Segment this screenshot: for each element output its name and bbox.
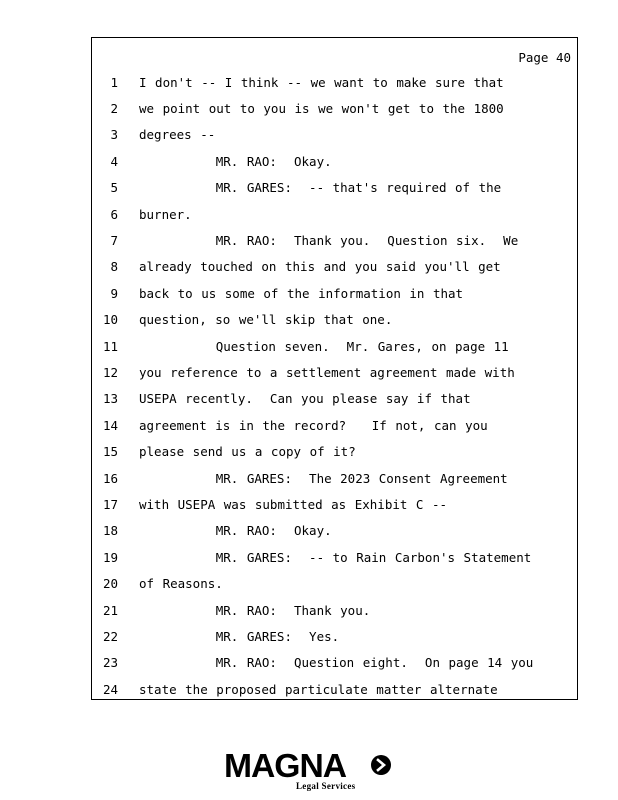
line-number: 8 [110,259,118,275]
transcript-line [92,518,577,544]
line-text: burner. [139,206,192,222]
logo-wordmark: MAGNA [224,747,347,784]
line-number: 15 [102,444,118,460]
line-text: I don't -- I think -- we want to make sure that [139,74,504,90]
transcript-line [92,438,577,464]
line-text: MR. GARES: -- that's required of the [139,180,502,196]
line-text: MR. RAO: Question eight. On page 14 you [139,655,534,671]
line-number: 12 [102,364,118,380]
line-number: 23 [102,655,118,671]
line-text: state the proposed particulate matter alternate [139,681,498,697]
line-text: degrees -- [139,127,216,143]
line-text: with USEPA was submitted as Exhibit C -- [139,496,448,512]
line-text: MR. RAO: Okay. [139,523,332,539]
transcript-line [92,359,577,385]
transcript-line [92,280,577,306]
transcript-line [92,307,577,333]
line-number: 1 [110,74,118,90]
line-text: we point out to you is we won't get to the 1800 [139,101,504,117]
magna-logo [224,748,396,792]
line-text: MR. GARES: Yes. [139,628,340,644]
line-text: MR. RAO: Thank you. [139,602,371,618]
line-number: 10 [102,312,118,328]
line-number: 9 [110,285,118,301]
transcript-line [92,254,577,280]
logo-tagline: Legal Services [296,781,356,791]
line-number: 18 [102,523,118,539]
line-number: 4 [110,153,118,169]
transcript-line [92,69,577,95]
line-number: 7 [110,233,118,249]
transcript-line [92,175,577,201]
transcript-line [92,465,577,491]
line-text: agreement is in the record? If not, can you [139,417,488,433]
line-number: 3 [110,127,118,143]
transcript-line [92,412,577,438]
line-number: 14 [102,417,118,433]
line-number: 24 [102,681,118,697]
line-number: 21 [102,602,118,618]
line-number: 20 [102,576,118,592]
transcript-line [92,491,577,517]
transcript-line [92,544,577,570]
transcript-line [92,676,577,702]
line-text: already touched on this and you said you'll get [139,259,501,275]
line-number: 19 [102,549,118,565]
transcript-line [92,333,577,359]
line-text: please send us a copy of it? [139,444,356,460]
page-number: Page 40 [518,50,571,65]
line-text: you reference to a settlement agreement made with [139,364,515,380]
chevron-right-circle-icon [370,754,392,776]
line-text: USEPA recently. Can you please say if that [139,391,471,407]
line-text: MR. RAO: Okay. [139,153,332,169]
transcript-line [92,148,577,174]
line-number: 11 [102,338,118,354]
line-text: of Reasons. [139,576,223,592]
transcript-line [92,227,577,253]
line-text: Question seven. Mr. Gares, on page 11 [139,338,509,354]
transcript-lines [92,69,577,702]
transcript-line [92,386,577,412]
transcript-line [92,95,577,121]
transcript-line [92,122,577,148]
transcript-line [92,650,577,676]
line-text: MR. RAO: Thank you. Question six. We [139,233,519,249]
line-text: back to us some of the information in that [139,285,464,301]
line-number: 22 [102,628,118,644]
line-text: MR. GARES: The 2023 Consent Agreement [139,470,508,486]
transcript-line [92,623,577,649]
line-number: 6 [110,206,118,222]
line-number: 5 [110,180,118,196]
line-text: MR. GARES: -- to Rain Carbon's Statement [139,549,532,565]
transcript-line [92,570,577,596]
transcript-page [91,37,578,700]
line-number: 13 [102,391,118,407]
line-number: 16 [102,470,118,486]
transcript-line [92,597,577,623]
transcript-line [92,201,577,227]
line-text: question, so we'll skip that one. [139,312,393,328]
line-number: 17 [102,496,118,512]
line-number: 2 [110,101,118,117]
